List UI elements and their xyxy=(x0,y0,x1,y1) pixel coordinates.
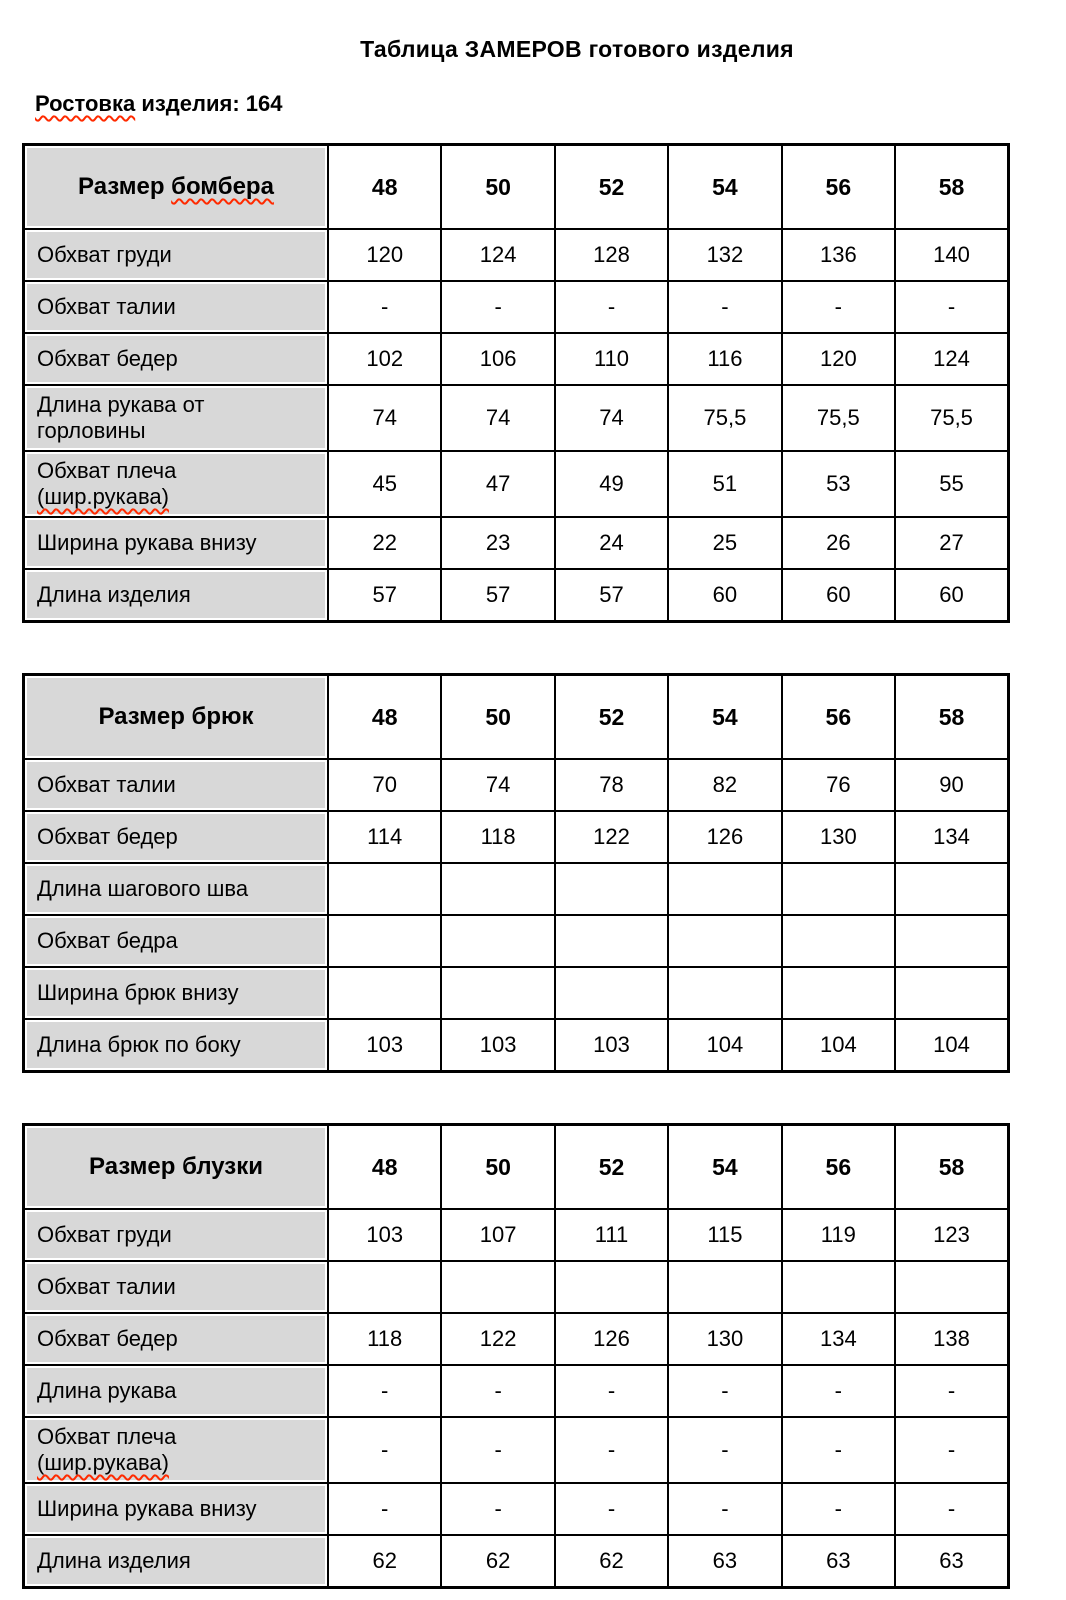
value-cell: 134 xyxy=(895,811,1008,863)
value-cell: 57 xyxy=(441,569,554,622)
size-header-cell: 56 xyxy=(782,675,895,760)
table-title-text: Размер xyxy=(78,173,172,200)
value-cell: 62 xyxy=(441,1535,554,1588)
value-cell xyxy=(895,863,1008,915)
value-cell xyxy=(668,967,781,1019)
value-cell: 111 xyxy=(555,1209,668,1261)
value-cell: - xyxy=(782,1417,895,1483)
value-cell: 60 xyxy=(782,569,895,622)
measurement-row xyxy=(24,915,1009,967)
value-cell: 124 xyxy=(441,229,554,281)
table-title-flagged-word: бомбера xyxy=(171,173,274,200)
size-header-cell: 48 xyxy=(328,1125,441,1210)
row-label-line: Обхват бедер xyxy=(37,1326,178,1351)
measurement-row xyxy=(24,1365,1009,1417)
measurement-row xyxy=(24,281,1009,333)
size-header-cell: 52 xyxy=(555,145,668,230)
value-cell: 110 xyxy=(555,333,668,385)
row-label-cell xyxy=(24,863,329,915)
value-cell: 130 xyxy=(782,811,895,863)
value-cell: - xyxy=(895,1483,1008,1535)
row-label-cell xyxy=(24,915,329,967)
table-header-row xyxy=(24,675,1009,760)
measurement-row xyxy=(24,451,1009,517)
size-header-cell: 56 xyxy=(782,1125,895,1210)
value-cell: - xyxy=(555,1483,668,1535)
value-cell: 132 xyxy=(668,229,781,281)
row-label-line: Обхват плеча xyxy=(37,1424,177,1449)
value-cell: 74 xyxy=(441,759,554,811)
growth-note-value: 164 xyxy=(245,91,283,116)
value-cell xyxy=(441,967,554,1019)
size-table-bomber xyxy=(22,143,1010,623)
value-cell: 134 xyxy=(782,1313,895,1365)
value-cell xyxy=(668,863,781,915)
value-cell xyxy=(328,967,441,1019)
value-cell: 60 xyxy=(668,569,781,622)
row-label-cell xyxy=(24,1483,329,1535)
size-header-cell: 50 xyxy=(441,675,554,760)
table-title-cell xyxy=(24,1125,329,1210)
value-cell: 104 xyxy=(668,1019,781,1072)
value-cell xyxy=(895,967,1008,1019)
table-title-text: Размер блузки xyxy=(89,1153,263,1180)
value-cell: 51 xyxy=(668,451,781,517)
value-cell: - xyxy=(328,1483,441,1535)
row-label-cell xyxy=(24,811,329,863)
value-cell xyxy=(555,1261,668,1313)
value-cell: - xyxy=(668,1417,781,1483)
row-label-line-2: (шир.рукава) xyxy=(37,1450,169,1475)
value-cell: - xyxy=(782,281,895,333)
value-cell: 63 xyxy=(668,1535,781,1588)
value-cell xyxy=(782,1261,895,1313)
measurement-row xyxy=(24,1261,1009,1313)
value-cell: 75,5 xyxy=(782,385,895,451)
value-cell: 126 xyxy=(555,1313,668,1365)
size-table-pants xyxy=(22,673,1010,1073)
value-cell: 122 xyxy=(555,811,668,863)
value-cell: 49 xyxy=(555,451,668,517)
value-cell: - xyxy=(555,1365,668,1417)
value-cell: 106 xyxy=(441,333,554,385)
value-cell xyxy=(441,863,554,915)
bomber-size-table-container xyxy=(22,143,1044,623)
blouse-size-table-container xyxy=(22,1123,1044,1589)
measurement-row xyxy=(24,967,1009,1019)
value-cell: 103 xyxy=(328,1019,441,1072)
row-label-cell xyxy=(24,1365,329,1417)
value-cell xyxy=(328,915,441,967)
value-cell: 128 xyxy=(555,229,668,281)
measurement-row xyxy=(24,1019,1009,1072)
size-header-cell: 54 xyxy=(668,145,781,230)
value-cell: 107 xyxy=(441,1209,554,1261)
value-cell: 24 xyxy=(555,517,668,569)
row-label-cell xyxy=(24,1313,329,1365)
value-cell: - xyxy=(328,281,441,333)
size-header-cell: 56 xyxy=(782,145,895,230)
row-label-line: Длина рукава xyxy=(37,1378,177,1403)
value-cell: - xyxy=(895,281,1008,333)
row-label-line: Ширина брюк внизу xyxy=(37,980,239,1005)
row-label-line: Обхват груди xyxy=(37,242,172,267)
row-label-cell xyxy=(24,569,329,622)
size-header-cell: 58 xyxy=(895,1125,1008,1210)
row-label-cell xyxy=(24,385,329,451)
value-cell: - xyxy=(668,1365,781,1417)
value-cell: 140 xyxy=(895,229,1008,281)
value-cell: 103 xyxy=(328,1209,441,1261)
row-label-cell xyxy=(24,281,329,333)
row-label-cell xyxy=(24,967,329,1019)
measurement-row xyxy=(24,1535,1009,1588)
value-cell: 27 xyxy=(895,517,1008,569)
value-cell: 104 xyxy=(782,1019,895,1072)
measurement-row xyxy=(24,811,1009,863)
measurement-row xyxy=(24,385,1009,451)
row-label-cell xyxy=(24,1417,329,1483)
value-cell: 104 xyxy=(895,1019,1008,1072)
value-cell: - xyxy=(782,1483,895,1535)
value-cell: 124 xyxy=(895,333,1008,385)
value-cell xyxy=(328,863,441,915)
value-cell xyxy=(895,1261,1008,1313)
value-cell xyxy=(782,863,895,915)
row-label-cell xyxy=(24,517,329,569)
value-cell: 82 xyxy=(668,759,781,811)
value-cell: 62 xyxy=(555,1535,668,1588)
row-label-line: Длина рукава от xyxy=(37,392,205,417)
measurement-row xyxy=(24,1417,1009,1483)
value-cell: - xyxy=(782,1365,895,1417)
measurement-row xyxy=(24,759,1009,811)
value-cell: 22 xyxy=(328,517,441,569)
value-cell xyxy=(555,863,668,915)
row-label-line: Длина изделия xyxy=(37,1548,191,1573)
value-cell: 25 xyxy=(668,517,781,569)
value-cell: 70 xyxy=(328,759,441,811)
value-cell: 47 xyxy=(441,451,554,517)
table-title-text: Размер брюк xyxy=(98,703,254,730)
value-cell: - xyxy=(441,281,554,333)
measurement-row xyxy=(24,1313,1009,1365)
size-header-cell: 48 xyxy=(328,675,441,760)
row-label-cell xyxy=(24,1209,329,1261)
row-label-line: Ширина рукава внизу xyxy=(37,1496,257,1521)
row-label-line: Обхват бедра xyxy=(37,928,178,953)
value-cell: 114 xyxy=(328,811,441,863)
value-cell: 120 xyxy=(782,333,895,385)
value-cell: 130 xyxy=(668,1313,781,1365)
value-cell xyxy=(895,915,1008,967)
measurement-row xyxy=(24,863,1009,915)
size-header-cell: 50 xyxy=(441,145,554,230)
size-header-cell: 58 xyxy=(895,145,1008,230)
row-label-line: Ширина рукава внизу xyxy=(37,530,257,555)
measurement-row xyxy=(24,1209,1009,1261)
value-cell: - xyxy=(328,1365,441,1417)
value-cell: 57 xyxy=(328,569,441,622)
value-cell: 115 xyxy=(668,1209,781,1261)
size-header-cell: 52 xyxy=(555,1125,668,1210)
value-cell: - xyxy=(895,1417,1008,1483)
row-label-line: Длина изделия xyxy=(37,582,191,607)
value-cell: 116 xyxy=(668,333,781,385)
value-cell: - xyxy=(555,1417,668,1483)
value-cell: 55 xyxy=(895,451,1008,517)
value-cell xyxy=(668,1261,781,1313)
value-cell xyxy=(668,915,781,967)
row-label-line: Длина шагового шва xyxy=(37,876,249,901)
value-cell: 26 xyxy=(782,517,895,569)
table-title-cell xyxy=(24,145,329,230)
value-cell: 118 xyxy=(441,811,554,863)
value-cell: - xyxy=(895,1365,1008,1417)
row-label-cell xyxy=(24,1261,329,1313)
value-cell: 75,5 xyxy=(668,385,781,451)
value-cell: 118 xyxy=(328,1313,441,1365)
growth-note-flagged-word: Ростовка xyxy=(35,91,136,116)
measurement-row xyxy=(24,333,1009,385)
growth-note xyxy=(35,91,1044,117)
measurement-row xyxy=(24,229,1009,281)
value-cell: 76 xyxy=(782,759,895,811)
value-cell xyxy=(328,1261,441,1313)
value-cell: 119 xyxy=(782,1209,895,1261)
value-cell: - xyxy=(328,1417,441,1483)
row-label-cell xyxy=(24,1535,329,1588)
value-cell: 103 xyxy=(555,1019,668,1072)
row-label-line-2: горловины xyxy=(37,418,146,443)
value-cell: 136 xyxy=(782,229,895,281)
growth-note-rest: изделия: xyxy=(135,91,246,116)
row-label-line: Обхват талии xyxy=(37,294,176,319)
table-header-row xyxy=(24,145,1009,230)
value-cell: - xyxy=(441,1417,554,1483)
value-cell xyxy=(782,967,895,1019)
value-cell: 126 xyxy=(668,811,781,863)
measurement-row xyxy=(24,1483,1009,1535)
size-header-cell: 52 xyxy=(555,675,668,760)
size-header-cell: 54 xyxy=(668,675,781,760)
value-cell xyxy=(441,915,554,967)
row-label-line: Длина брюк по боку xyxy=(37,1032,241,1057)
row-label-line: Обхват талии xyxy=(37,1274,176,1299)
value-cell: - xyxy=(441,1365,554,1417)
value-cell: 74 xyxy=(328,385,441,451)
value-cell: 78 xyxy=(555,759,668,811)
value-cell: 63 xyxy=(895,1535,1008,1588)
size-header-cell: 58 xyxy=(895,675,1008,760)
measurement-row xyxy=(24,517,1009,569)
value-cell: - xyxy=(668,281,781,333)
value-cell: 103 xyxy=(441,1019,554,1072)
row-label-line: Обхват плеча xyxy=(37,458,177,483)
table-header-row xyxy=(24,1125,1009,1210)
value-cell xyxy=(782,915,895,967)
row-label-line-2: (шир.рукава) xyxy=(37,484,169,509)
row-label-cell xyxy=(24,1019,329,1072)
value-cell xyxy=(441,1261,554,1313)
row-label-line: Обхват груди xyxy=(37,1222,172,1247)
pants-size-table-container xyxy=(22,673,1044,1073)
value-cell xyxy=(555,967,668,1019)
value-cell: 138 xyxy=(895,1313,1008,1365)
row-label-line: Обхват бедер xyxy=(37,346,178,371)
value-cell: 122 xyxy=(441,1313,554,1365)
value-cell: - xyxy=(668,1483,781,1535)
value-cell: 102 xyxy=(328,333,441,385)
value-cell: 74 xyxy=(555,385,668,451)
measurement-row xyxy=(24,569,1009,622)
size-table-blouse xyxy=(22,1123,1010,1589)
page-title: Таблица ЗАМЕРОВ готового изделия xyxy=(360,36,794,62)
value-cell: 75,5 xyxy=(895,385,1008,451)
row-label-cell xyxy=(24,759,329,811)
value-cell: 23 xyxy=(441,517,554,569)
size-header-cell: 50 xyxy=(441,1125,554,1210)
value-cell: 57 xyxy=(555,569,668,622)
table-title-cell xyxy=(24,675,329,760)
size-header-cell: 54 xyxy=(668,1125,781,1210)
row-label-line: Обхват талии xyxy=(37,772,176,797)
value-cell: 45 xyxy=(328,451,441,517)
value-cell: - xyxy=(555,281,668,333)
row-label-cell xyxy=(24,229,329,281)
value-cell: 60 xyxy=(895,569,1008,622)
value-cell: 62 xyxy=(328,1535,441,1588)
row-label-cell xyxy=(24,333,329,385)
value-cell: 74 xyxy=(441,385,554,451)
size-header-cell: 48 xyxy=(328,145,441,230)
row-label-cell xyxy=(24,451,329,517)
value-cell: 63 xyxy=(782,1535,895,1588)
row-label-line: Обхват бедер xyxy=(37,824,178,849)
value-cell: - xyxy=(441,1483,554,1535)
value-cell: 53 xyxy=(782,451,895,517)
value-cell: 90 xyxy=(895,759,1008,811)
value-cell: 120 xyxy=(328,229,441,281)
value-cell: 123 xyxy=(895,1209,1008,1261)
value-cell xyxy=(555,915,668,967)
